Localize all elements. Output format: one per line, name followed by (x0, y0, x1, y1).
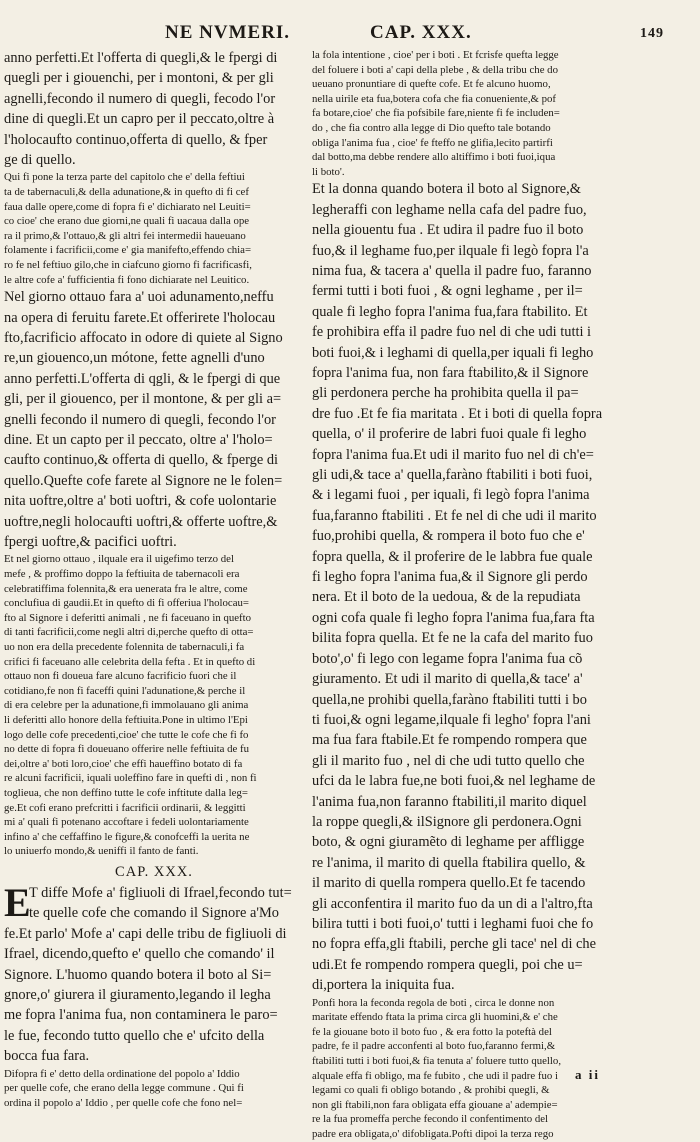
text-line: dine di quegli.Et un capro per il peccato,oltre à (4, 111, 275, 128)
text-line: ma fua fara ftabile.Et fe rompendo rompera que (312, 732, 587, 749)
text-line: mi a' quali fi potenano accoftare i fedeli uolontariamente (4, 816, 249, 829)
text-line: bilita fopra quella. Et fe ne la cafa del marito fuo (312, 630, 593, 647)
text-line: no fopra effa,gli ftabili, perche gli tace' nel di che (312, 936, 597, 953)
text-line: me fopra l'anima fua, non contaminera le paro= (4, 1007, 278, 1024)
text-line: quale fi legho fopra l'anima fua,fara ftabilito. Et (312, 303, 588, 320)
text-line: fto al Signore i deferitti animali , ne fi faceuano in quefto (4, 611, 252, 624)
text-line: obliga l'anima fua , cioe' fe fteffo ne glifia,lecito partirfi (312, 136, 553, 149)
text-line: cotidiano,fe non fi faceffi quini l'adunatione,& perche il (4, 684, 246, 697)
text-line: padre era obligata,o' difobligata.Pofti dipoi la terza rego (312, 1127, 554, 1140)
signature-mark: a ii (575, 1067, 600, 1082)
text-line: re alcuni facrificii, iquali uoleffino fare in quefti di , non fi (4, 772, 257, 785)
text-line: giuramento. Et udi il marito di quella,& tace' a' (312, 671, 583, 688)
left-column (4, 48, 304, 1109)
text-line: faua dalle opere,come di fopra fi e' dichiarato nel Leuiti= (4, 200, 251, 213)
text-line: quegli per i giouenchi, per i montoni, & per gli (4, 70, 274, 87)
text-line: Signore. L'huomo quando botera il boto al Si= (4, 966, 272, 983)
text-line: nima fua, & tacera a' quella il padre fuo, faranno (312, 262, 592, 279)
text-line: nella uirile eta fua,botera cofa che fia conueniente,& pof (312, 92, 557, 105)
text-line: quello.Quefte cofe farete al Signore ne le folen= (4, 472, 283, 489)
text-line: ge di quello. (4, 152, 76, 169)
text-line: la fola intentione , cioe' per i boti . Et fcrisfe quefta legge (312, 49, 559, 61)
text-line: quella,ne prohibi quella,faràno ftabiliti tutti i bo (312, 691, 587, 708)
left-commentary-block-3 (4, 1067, 304, 1111)
text-line: nella giouentu fua . Et udira il padre fuo il boto (312, 222, 584, 239)
text-line: Nel giorno ottauo fara a' uoi adunamento,neffu (4, 289, 274, 306)
text-line: ueuano pronuntiare di quefte cofe. Et fe alcuno huomo, (312, 78, 551, 91)
right-commentary-block-2 (312, 996, 674, 1142)
text-line: del foluere i boti a' capi della plebe , & della tribu che do (312, 63, 558, 76)
text-line: infino a' che ceffaffino le figure,& conofceffi la uerita ne (4, 830, 250, 843)
text-line: li boto'. (312, 165, 345, 178)
text-line: gli udi,& tace a' quella,faràno ftabiliti i boti fuoi, (312, 467, 593, 484)
text-line: ti fuoi,& ogni legame,ilquale fi legho' fopra l'ani (312, 711, 591, 728)
text-line: fuo,& il leghame fuo,per ilquale fi legò fopra l'a (312, 242, 589, 259)
text-line: bilira tutti i boti fuoi,o' tutti i leghami fuoi che fo (312, 915, 594, 932)
running-head-chapter: CAP. XXX. (370, 22, 472, 43)
text-line: boto',o' fi lego con legame fopra l'anima fua cõ (312, 650, 583, 667)
text-line: dre fuo .Et fe fia maritata . Et i boti di quella fopra (312, 405, 603, 422)
text-line: ogni cofa quale fi legho fopra l'anima fua,fara fta (312, 609, 595, 626)
text-line: Qui fi pone la terza parte del capitolo che e' della feftiui (4, 171, 245, 184)
text-line: Ifrael, dicendo,quefto e' quello che comando' il (4, 946, 275, 963)
left-commentary-block-2 (4, 552, 304, 858)
text-line: gnelli fecondo il numero di quegli, fecondo l'or (4, 411, 276, 428)
left-verse-block-2 (4, 287, 304, 552)
right-commentary-block-1 (312, 48, 674, 179)
text-line: il marito di quella rompera quello.Et fe tacendo (312, 875, 586, 892)
text-line: gli, per il giouenco, per il montone, & per gli a= (4, 391, 282, 408)
text-line: l'holocaufto continuo,offerta di quello, & fper (4, 131, 268, 148)
page-number: 149 (640, 26, 664, 41)
drop-cap: E (4, 879, 31, 925)
text-line: Et la donna quando botera il boto al Signore,& (312, 181, 581, 198)
text-line: udi.Et fe rompendo rompera quegli, poi che u= (312, 956, 583, 973)
text-line: nita uoftre,oltre a' boti uoftri, & cofe uolontarie (4, 493, 277, 510)
text-line: le altre cofe a' fufficientia fi fono dichiarate nel Leuitico. (4, 273, 250, 286)
text-line: gnore,o' giurera il giuramento,legando il legha (4, 986, 271, 1003)
text-line: anno perfetti.L'offerta di qgli, & le fpergi di que (4, 370, 281, 387)
text-line: le fue, fecondo tutto quello che e' ufcito della (4, 1027, 265, 1044)
text-line: re l'anima, il marito di quella ftabilira quello, & (312, 854, 586, 871)
text-line: folamente i facrificii,come e' gia manifefto,effendo chia= (4, 244, 252, 257)
text-line: fua,faranno ftabiliti . Et fe nel di che udi il marito (312, 507, 597, 524)
text-line: do , che fia contro alla legge di Dio quefto tale botando (312, 121, 551, 134)
text-line: conclufiua di gaudii.Et in quefto di fi offeriua l'holocau= (4, 597, 249, 610)
text-line: fopra l'anima fua.Et udi il marito fuo nel di ch'e= (312, 446, 594, 463)
text-line: co cioe' che erano due giorni,ne quali fi uacaua dalla ope (4, 215, 250, 228)
text-line: ge.Et cofi erano prefcritti i facrificii ordinarii, & leggitti (4, 801, 246, 814)
text-line: ordina il popolo a' Iddio , per quelle cofe che fono nel= (4, 1096, 243, 1109)
text-line: celebratiffima folennita,& era uenerata fra le altre, come (4, 582, 248, 595)
text-line: ta de tabernaculi,& della adunatione,& in quefto di fi cef (4, 186, 249, 199)
text-line: no dette di fopra fi doueuano offerire nelle feftiuita de fu (4, 743, 250, 756)
text-line: per quelle cofe, che erano della legge commune . Qui fi (4, 1082, 244, 1095)
text-line: dei,oltre a' boti loro,cioe' che effi haueffino botato di fa (4, 757, 243, 770)
text-line: di tanti facrificii,come negli altri di,perche quefto di otta= (4, 626, 254, 639)
left-verse-block-1 (4, 48, 304, 170)
text-line: quella, o' il proferire de labri fuoi quale fi legho (312, 426, 587, 443)
text-line: mefe , & proffimo doppo la feftiuita de tabernacoli era (4, 568, 240, 581)
text-line: li deferitti allo honore della feftiuita.Pone in ultimo l'Epi (4, 714, 248, 726)
text-line: dine. Et un capto per il peccato, oltre a' l'holo= (4, 432, 273, 449)
text-line: gli il marito fuo , nel di che udi tutto quello che (312, 752, 585, 769)
text-line: fpergi uoftre,& pacifici uoftri. (4, 534, 177, 551)
text-line: fopra l'anima fua, non fara ftabilito,& il Signore (312, 365, 589, 381)
text-line: caufto continuo,& offerta di quello, & fperge di (4, 452, 279, 469)
text-line: fi legho fopra l'anima fua,& il Signore gli perdo (312, 569, 588, 586)
chapter-opening-lines (4, 879, 304, 1067)
text-line: boti fuoi,& i leghami di quella,per iquali fi legho (312, 344, 594, 361)
right-verse-block-1 (312, 179, 674, 995)
text-line: boto, & ogni giuramẽto di leghame per affligge (312, 834, 585, 851)
text-line: padre, fe il padre acconfenti al boto fuo,faranno fermi,& (312, 1040, 556, 1053)
text-line: anno perfetti.Et l'offerta di quegli,& le fpergi di (4, 50, 278, 66)
text-line: ottauo non fi doueua fare alcuno facrificio fuori che il (4, 670, 237, 683)
chapter-title: CAP. XXX. (115, 863, 193, 880)
running-head-left: NE NVMERI. (165, 22, 291, 43)
text-line: la roppe quegli,& ilSignore gli perdonera.Ogni (312, 813, 582, 830)
text-line: non gli ftabili,non fara obligata effa giouane a' adempie= (312, 1098, 558, 1111)
text-line: ufci da le labra fue,ne boti fuoi,& nel leghame de (312, 773, 596, 790)
text-line: nera. Et il boto de la uedoua, & de la repudiata (312, 589, 581, 606)
text-line: ftabiliti tutti i boti fuoi,& fia tenuta a' foluere tutto quello, (312, 1054, 562, 1067)
text-line: l'anima fua,non faranno ftabiliti,il marito diquel (312, 793, 587, 810)
text-line: T diffe Mofe a' figliuoli di Ifrael,fecondo tut= (29, 884, 292, 901)
text-line: Et nel giorno ottauo , ilquale era il uigefimo terzo del (4, 553, 234, 566)
text-line: legheraffi con leghame nella cafa del padre fuo, (312, 201, 587, 218)
text-line: bocca fua fara. (4, 1048, 90, 1065)
text-line: lo uniuerfo mondo,& ueniffi il fanto de fanti. (4, 845, 199, 858)
text-line: fe la giouane boto il boto fuo , & era fotto la poteftà del (312, 1025, 552, 1038)
text-line: logo delle cofe precedenti,cioe' che tutte le cofe che fi fo (4, 728, 249, 741)
left-commentary-block-1 (4, 170, 304, 287)
text-line: gli acconfentira il marito fuo da un di a l'altro,fta (312, 895, 593, 912)
text-line: na opera di feruitu farete.Et offerirete l'holocau (4, 309, 276, 326)
text-line: dal botto,ma debbe rendere allo altiffimo i boti fuoi,iqua (312, 151, 556, 164)
text-line: uoftre,negli holocaufti uoftri,& offerte uoftre,& (4, 513, 278, 530)
text-line: crifici fi faceuano alle celebrita della fefta . Et in quefto di (4, 655, 256, 668)
chapter-opening (4, 879, 304, 1067)
text-line: di,portera la iniquita fua. (312, 977, 455, 994)
text-line: ro fe nel feftiuo gilo,che in ciafcuno giorno fi facrificasfi, (4, 259, 252, 271)
text-line: gli perdonera perche ha prohibita quella il pa= (312, 385, 579, 402)
text-line: fermi tutti i boti fuoi , & ogni leghame , per il= (312, 283, 583, 300)
text-line: re la fua promeffa perche fecondo il confentimento del (312, 1113, 549, 1126)
text-line: maritate effendo ftata la prima circa gli huomini,& e' che (312, 1011, 558, 1024)
text-line: & i legami fuoi , per iquali, fi legò fopra l'anima (312, 487, 590, 504)
text-line: fa botare,cioe' che fia pofsibile fare,niente fi fe includen= (312, 107, 560, 120)
text-line: Ponfi hora la feconda regola de boti , circa le donne non (312, 996, 555, 1009)
text-line: di era celebre per la adunatione,fi immolauano gli anima (4, 699, 249, 712)
text-line: te quelle cofe che comando il Signore a'Mo (29, 905, 279, 922)
text-line: fe.Et parlo' Mofe a' capi delle tribu de figliuoli di (4, 925, 287, 942)
text-line: fopra quella, & il proferire de le labbra fue quale (312, 548, 593, 565)
text-line: Difopra fi e' detto della ordinatione del popolo a' Iddio (4, 1067, 240, 1080)
text-line: uo non era della precedente folennita de tabernaculi,i fa (4, 641, 245, 654)
text-line: ra il primo,& l'ottauo,& gli altri fei intermedii haueuano (4, 229, 246, 242)
text-line: alquale effa fi obligo, ma fe fubito , che udi il padre fuo i (312, 1069, 558, 1082)
text-line: fto,facrificio affocato in odore di quiete al Signo (4, 330, 283, 346)
text-line: legami co quali fi obligo botando , & prohibi quegli, & (312, 1084, 550, 1097)
text-line: agnelli,fecondo il numero di quegli, fecodo l'or (4, 90, 276, 107)
text-line: toglieua, che non deffino tutte le cofe inftitute dalla leg= (4, 786, 248, 799)
text-line: re,un giouenco,un mótone, fette agnelli d'uno (4, 350, 265, 367)
text-line: fuo,prohibi quella, & rompera il boto fuo che e' (312, 528, 585, 545)
text-line: fe prohibira effa il padre fuo nel di che udi tutti i (312, 324, 592, 341)
